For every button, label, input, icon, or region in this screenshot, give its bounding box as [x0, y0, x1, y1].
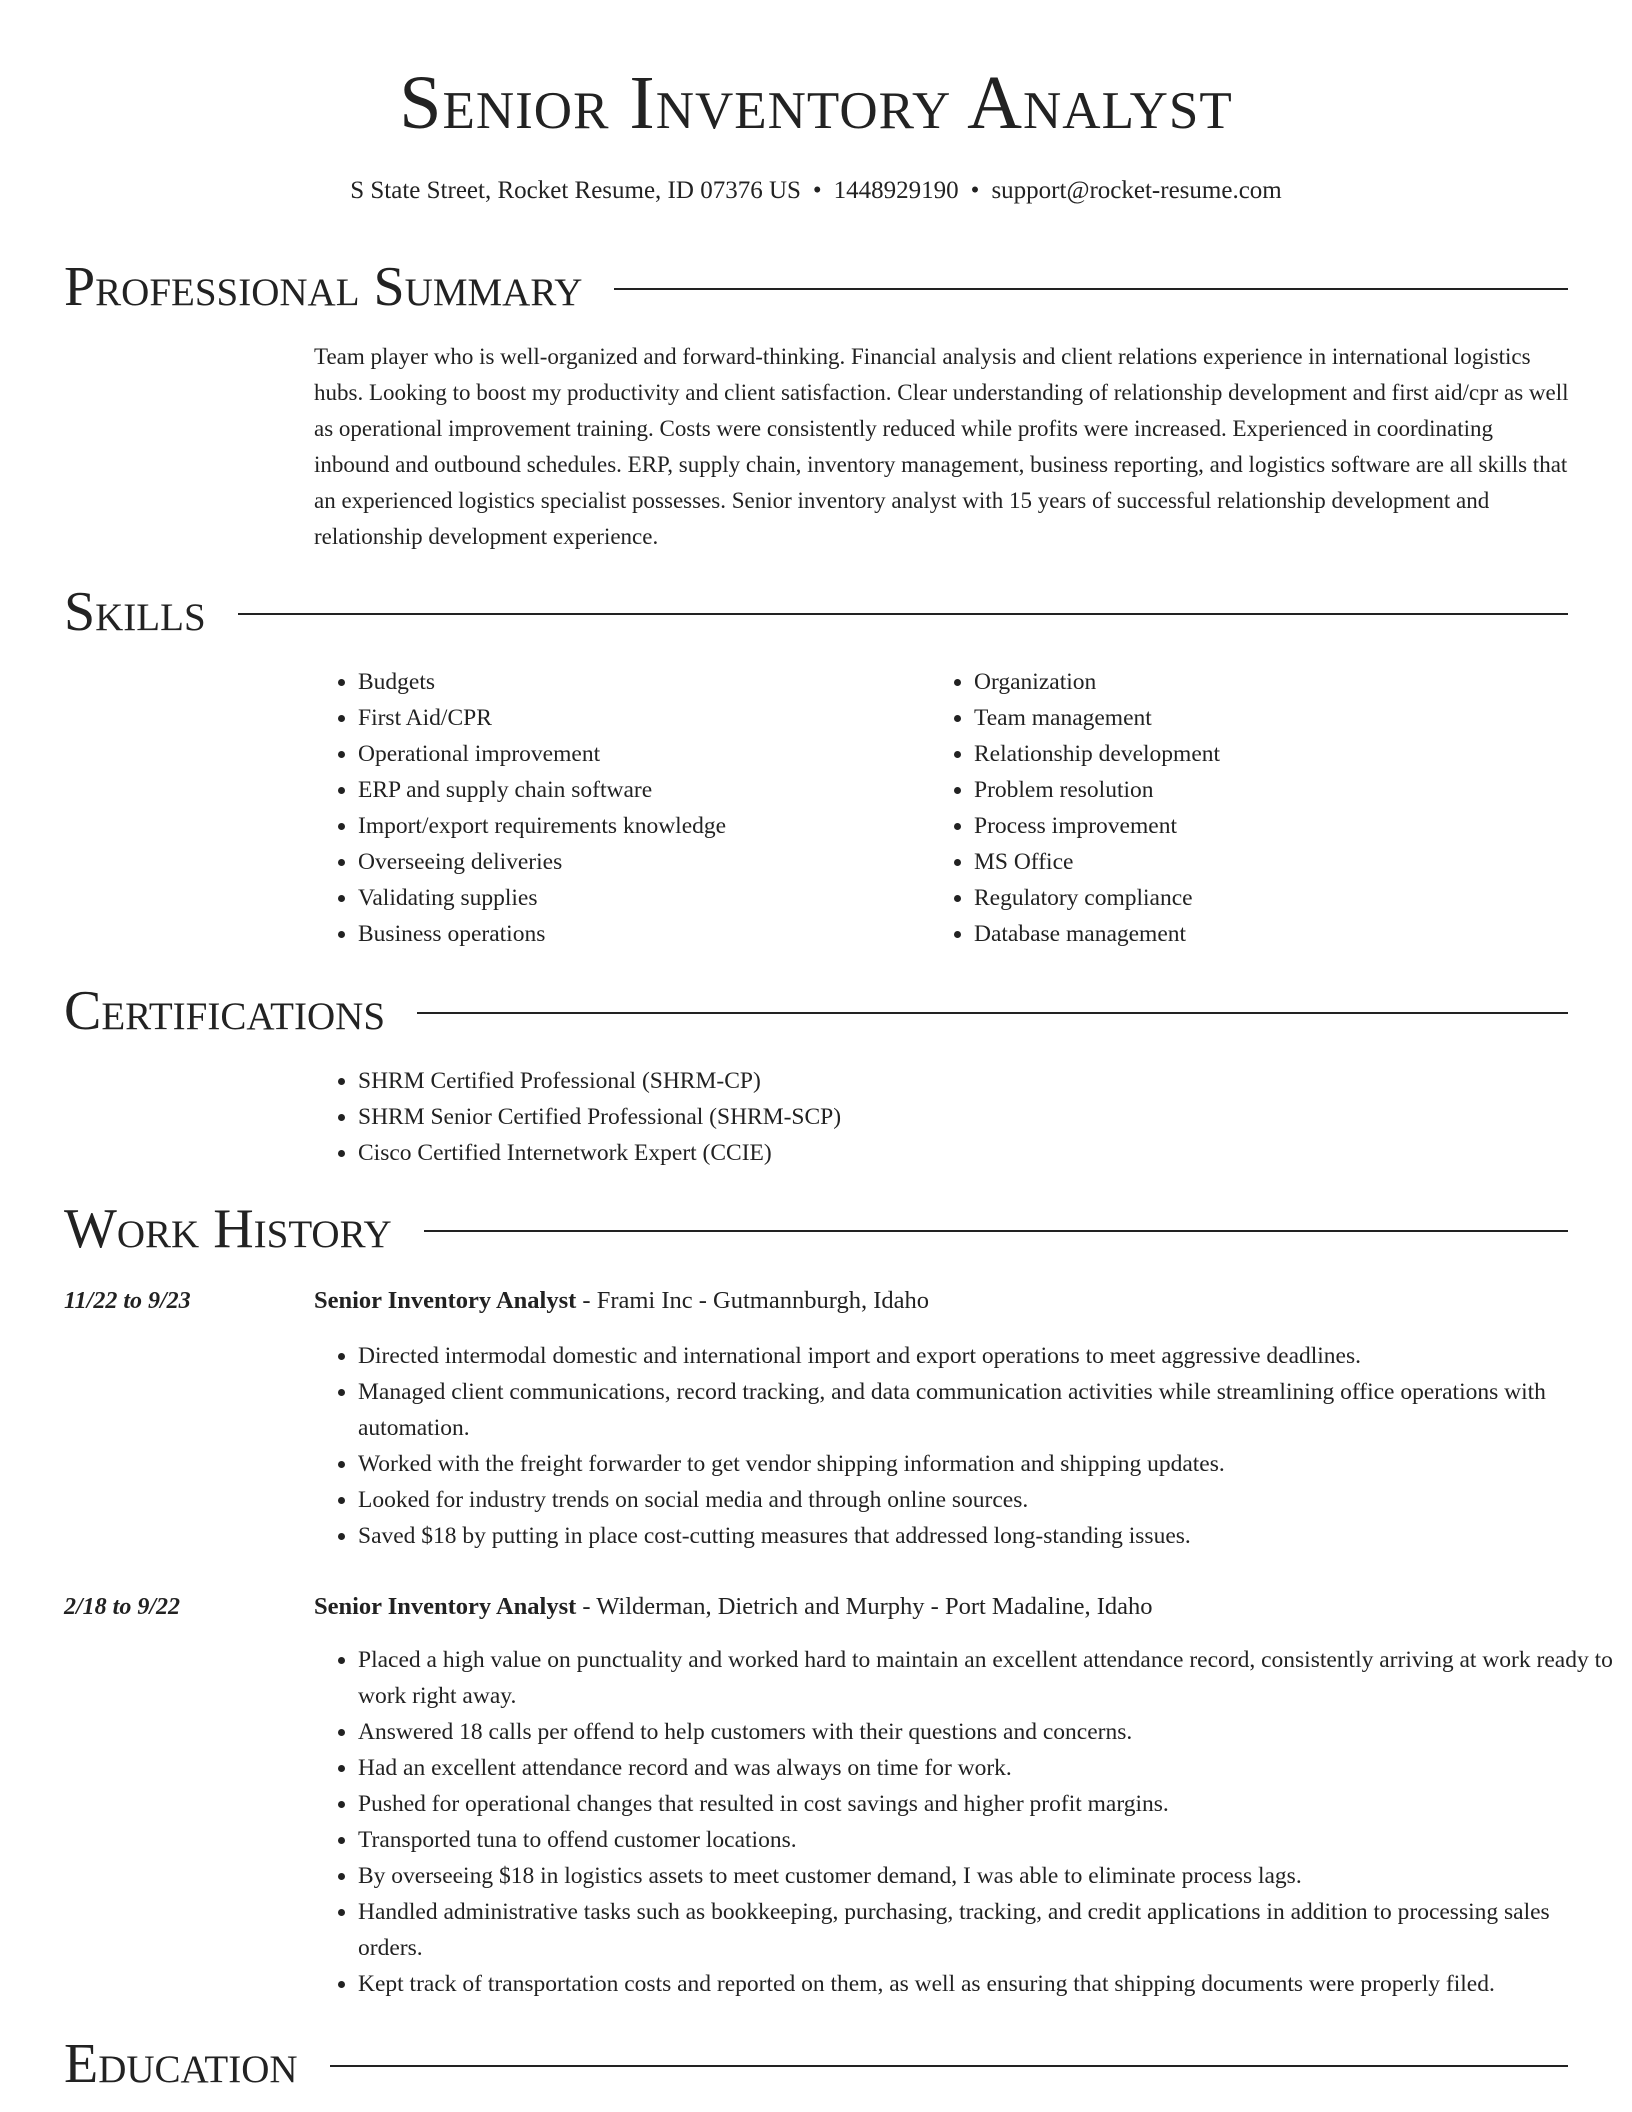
job-dates: 2/18 to 9/22: [64, 1594, 181, 1620]
job-heading: [314, 1283, 929, 1319]
skill-item: • Validating supplies: [358, 880, 948, 916]
skill-item: • Team management: [974, 700, 1614, 736]
section-divider: [417, 1012, 1568, 1014]
job-company: Wilderman, Dietrich and Murphy - Port Madaline, Idaho: [596, 1593, 1153, 1620]
certifications-section-header: [64, 979, 1568, 1043]
section-title: Work History: [64, 1198, 392, 1260]
job-title: Senior Inventory Analyst: [314, 1287, 577, 1314]
summary-section-header: [64, 255, 1568, 319]
skill-item: • Organization: [974, 664, 1614, 700]
section-divider: [424, 1230, 1568, 1232]
job-bullet: • Pushed for operational changes that resulted in cost savings and higher profit margins.: [358, 1786, 1614, 1822]
section-title: Certifications: [64, 980, 386, 1042]
certification-item: • SHRM Senior Certified Professional (SHRM-SCP): [358, 1099, 1614, 1135]
skill-item: • Regulatory compliance: [974, 880, 1614, 916]
job-title: Senior Inventory Analyst: [314, 1593, 577, 1620]
email: support@rocket-resume.com: [991, 177, 1282, 204]
skill-item: • Budgets: [358, 664, 948, 700]
skill-item: • First Aid/CPR: [358, 700, 948, 736]
job-bullet: • Looked for industry trends on social media and through online sources.: [358, 1482, 1614, 1518]
job-bullet: • Had an excellent attendance record and was always on time for work.: [358, 1750, 1614, 1786]
section-divider: [614, 288, 1568, 290]
job-bullet: • Directed intermodal domestic and international import and export operations to meet aggressive deadlines.: [358, 1338, 1614, 1374]
job-bullet: • Managed client communications, record tracking, and data communication activities while streamlining office operations with automation.: [358, 1374, 1614, 1446]
address: S State Street, Rocket Resume, ID 07376 US: [350, 177, 801, 204]
job-bullets: [314, 1338, 1614, 1554]
job-bullets: [314, 1642, 1614, 2002]
certifications-list: [314, 1063, 1614, 1171]
section-title: Education: [64, 2033, 298, 2095]
summary-text: Team player who is well-organized and forward-thinking. Financial analysis and client relations experience in international logistics hubs. Looking to boost my productivity and client satisfaction. Clear understanding of relationship development and first aid/cpr as well as operational improvement training. Costs were consistently reduced while profits were increased. Experienced in coordinating inbound and outbound schedules. ERP, supply chain, inventory management, business reporting, and logistics software are all skills that an experienced logistics specialist possesses. Senior inventory analyst with 15 years of successful relationship development and relationship development experience.: [314, 344, 1569, 549]
job-bullet: • Kept track of transportation costs and reported on them, as well as ensuring that shipping documents were properly filed.: [358, 1966, 1614, 2002]
section-divider: [330, 2065, 1568, 2067]
job-bullet: • Answered 18 calls per offend to help customers with their questions and concerns.: [358, 1714, 1614, 1750]
skill-item: • ERP and supply chain software: [358, 772, 948, 808]
certification-item: • SHRM Certified Professional (SHRM-CP): [358, 1063, 1614, 1099]
skills-list-left: [314, 664, 948, 952]
skill-item: • Import/export requirements knowledge: [358, 808, 948, 844]
separator-dot: •: [970, 177, 980, 204]
skill-item: • MS Office: [974, 844, 1614, 880]
resume-name: Senior Inventory Analyst: [399, 61, 1233, 145]
job-separator: -: [576, 1287, 597, 1314]
skills-section-header: [64, 580, 1568, 644]
skill-item: • Overseeing deliveries: [358, 844, 948, 880]
job-bullet: • Worked with the freight forwarder to get vendor shipping information and shipping updates.: [358, 1446, 1614, 1482]
job-separator: -: [576, 1593, 597, 1620]
skill-item: • Relationship development: [974, 736, 1614, 772]
section-title: Skills: [64, 581, 206, 643]
section-divider: [238, 613, 1568, 615]
phone: 1448929190: [833, 177, 959, 204]
skills-list-right: [930, 664, 1614, 952]
contact-line: [0, 174, 1632, 208]
work-history-section-header: [64, 1197, 1568, 1261]
job-bullet: • Transported tuna to offend customer locations.: [358, 1822, 1614, 1858]
job-bullet: • Handled administrative tasks such as bookkeeping, purchasing, tracking, and credit applications in addition to processing sales orders.: [358, 1894, 1614, 1966]
job-bullet: • Saved $18 by putting in place cost-cutting measures that addressed long-standing issues.: [358, 1518, 1614, 1554]
certification-item: • Cisco Certified Internetwork Expert (CCIE): [358, 1135, 1614, 1171]
job-dates: 11/22 to 9/23: [64, 1288, 191, 1314]
skill-item: • Business operations: [358, 916, 948, 952]
separator-dot: •: [812, 177, 822, 204]
section-title: Professional Summary: [64, 256, 583, 318]
skill-item: • Operational improvement: [358, 736, 948, 772]
job-bullet: • By overseeing $18 in logistics assets to meet customer demand, I was able to eliminate process lags.: [358, 1858, 1614, 1894]
job-heading: [314, 1589, 1153, 1625]
education-section-header: [64, 2032, 1568, 2096]
job-company: Frami Inc - Gutmannburgh, Idaho: [596, 1287, 929, 1314]
skill-item: • Database management: [974, 916, 1614, 952]
skill-item: • Problem resolution: [974, 772, 1614, 808]
skill-item: • Process improvement: [974, 808, 1614, 844]
job-bullet: • Placed a high value on punctuality and worked hard to maintain an excellent attendance record, consistently arriving at work ready to work right away.: [358, 1642, 1614, 1714]
